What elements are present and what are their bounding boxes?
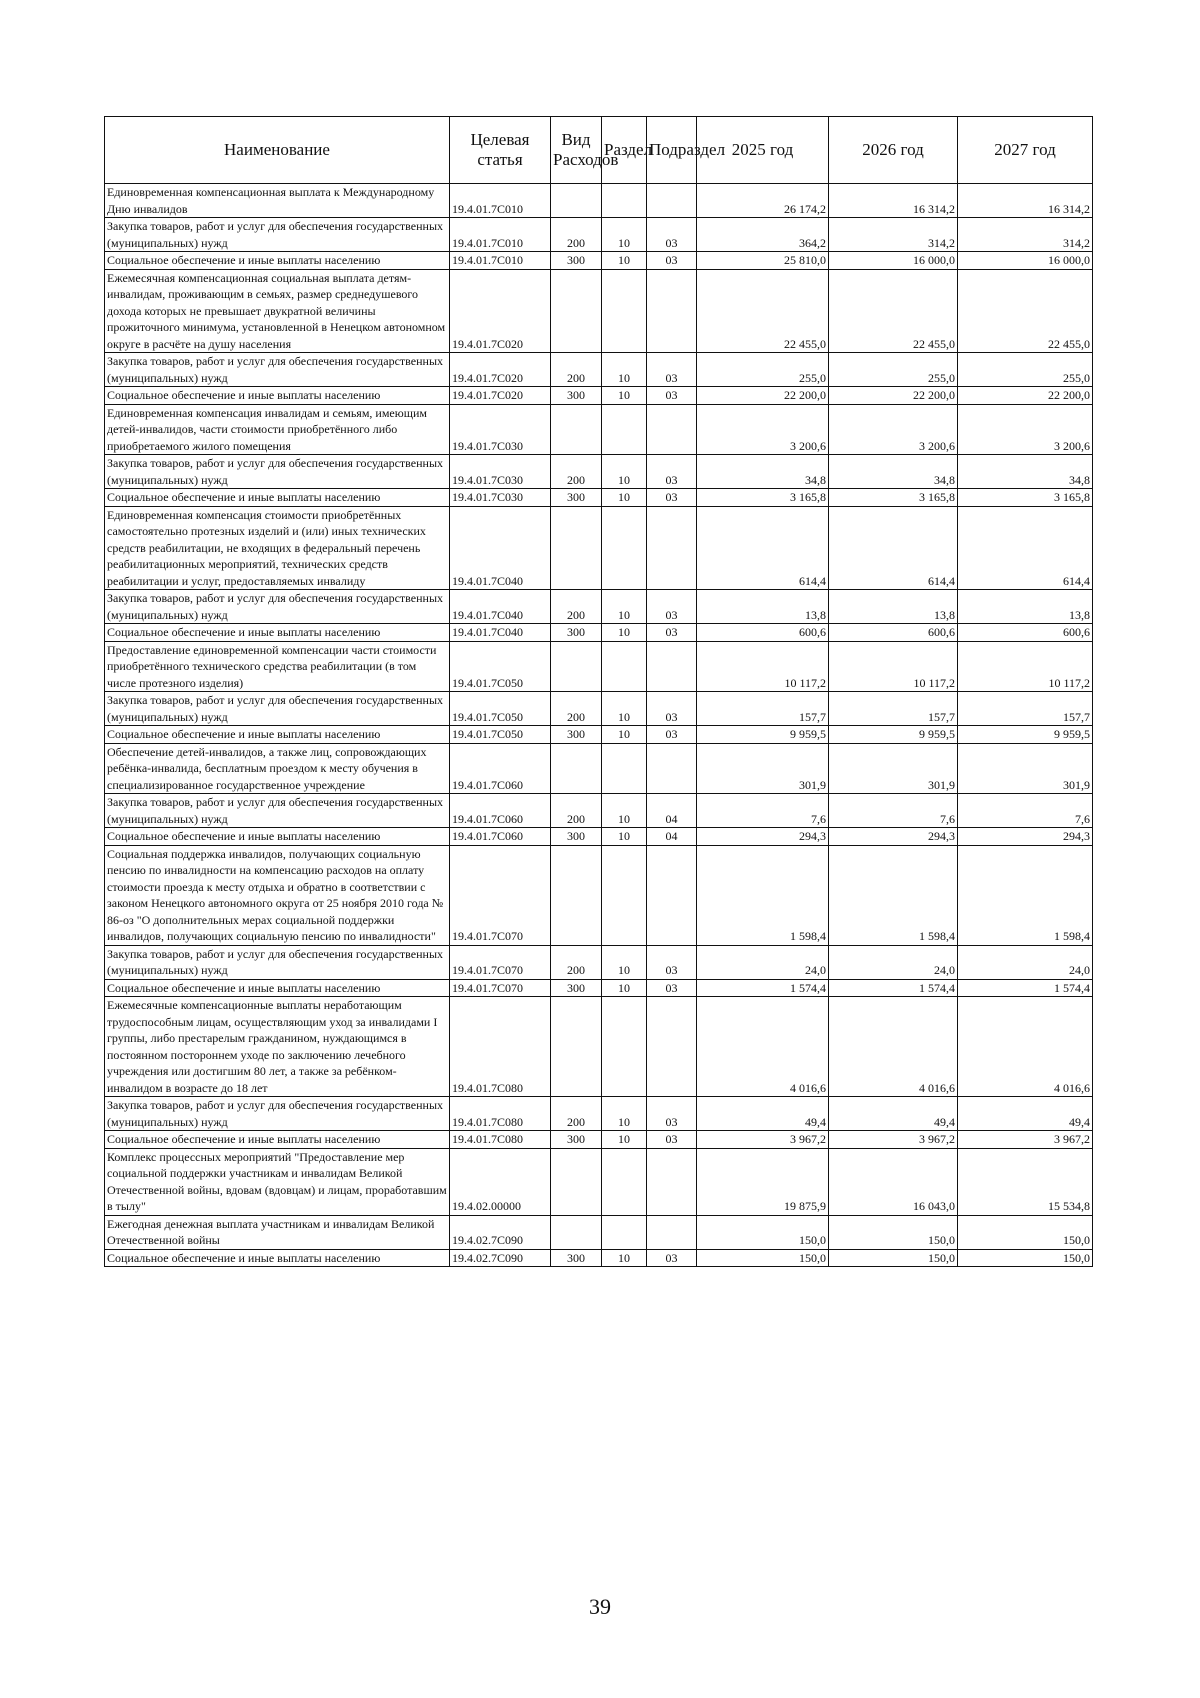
- cell-name: Закупка товаров, работ и услуг для обеспечения государственных (муниципальных) нужд: [105, 692, 450, 726]
- cell-2026: 13,8: [829, 590, 958, 624]
- cell-target: 19.4.01.7С010: [450, 252, 551, 270]
- cell-2025: 150,0: [697, 1249, 829, 1267]
- cell-name: Социальное обеспечение и иные выплаты населению: [105, 252, 450, 270]
- cell-target: 19.4.01.7С010: [450, 218, 551, 252]
- cell-2027: 15 534,8: [958, 1148, 1093, 1215]
- cell-expense-type: [551, 506, 602, 590]
- cell-subsection: 03: [647, 624, 697, 642]
- cell-subsection: 04: [647, 794, 697, 828]
- header-2025: 2025 год: [697, 117, 829, 184]
- header-2026: 2026 год: [829, 117, 958, 184]
- cell-subsection: 03: [647, 252, 697, 270]
- header-subsection: Подраздел: [647, 117, 697, 184]
- cell-name: Единовременная компенсация инвалидам и семьям, имеющим детей-инвалидов, части стоимости приобретённого либо приобретаемого жилого помещения: [105, 404, 450, 455]
- table-row: [105, 743, 1093, 794]
- cell-expense-type: 200: [551, 218, 602, 252]
- cell-2025: 26 174,2: [697, 184, 829, 218]
- cell-2025: 3 165,8: [697, 489, 829, 507]
- cell-name: Закупка товаров, работ и услуг для обеспечения государственных (муниципальных) нужд: [105, 455, 450, 489]
- cell-2025: 34,8: [697, 455, 829, 489]
- cell-2027: 314,2: [958, 218, 1093, 252]
- cell-expense-type: 200: [551, 353, 602, 387]
- cell-2027: 301,9: [958, 743, 1093, 794]
- cell-name: Ежемесячные компенсационные выплаты неработающим трудоспособным лицам, осуществляющим уход за инвалидами I группы, либо престарелым гражданином, нуждающимся в постоянном постороннем уходе по заключению лечебного учреждения или достигшим 80 лет, а также за ребёнком-инвалидом в возрасте до 18 лет: [105, 997, 450, 1097]
- cell-expense-type: [551, 743, 602, 794]
- cell-section: [602, 641, 647, 692]
- cell-section: 10: [602, 387, 647, 405]
- cell-2025: 49,4: [697, 1097, 829, 1131]
- header-expense-type: Вид Расходов: [551, 117, 602, 184]
- cell-2027: 294,3: [958, 828, 1093, 846]
- cell-target: 19.4.01.7С060: [450, 828, 551, 846]
- cell-2025: 364,2: [697, 218, 829, 252]
- table-row: [105, 590, 1093, 624]
- cell-expense-type: 300: [551, 979, 602, 997]
- cell-section: 10: [602, 218, 647, 252]
- cell-expense-type: 200: [551, 455, 602, 489]
- table-row: [105, 252, 1093, 270]
- cell-2027: 3 165,8: [958, 489, 1093, 507]
- cell-target: 19.4.01.7С030: [450, 404, 551, 455]
- cell-2027: 4 016,6: [958, 997, 1093, 1097]
- cell-name: Ежемесячная компенсационная социальная выплата детям-инвалидам, проживающим в семьях, размер среднедушевого дохода которых не превышает двукратной величины прожиточного минимума, установленной в Ненецком автономном округе в расчёте на душу населения: [105, 269, 450, 353]
- cell-target: 19.4.01.7С010: [450, 184, 551, 218]
- cell-subsection: [647, 404, 697, 455]
- cell-subsection: 03: [647, 692, 697, 726]
- cell-target: 19.4.01.7С070: [450, 945, 551, 979]
- table-body: [105, 184, 1093, 1267]
- cell-2025: 150,0: [697, 1215, 829, 1249]
- cell-subsection: [647, 997, 697, 1097]
- table-row: [105, 353, 1093, 387]
- cell-name: Закупка товаров, работ и услуг для обеспечения государственных (муниципальных) нужд: [105, 590, 450, 624]
- cell-subsection: [647, 269, 697, 353]
- cell-2025: 3 967,2: [697, 1131, 829, 1149]
- cell-target: 19.4.01.7С020: [450, 269, 551, 353]
- table-row: [105, 1131, 1093, 1149]
- cell-subsection: [647, 845, 697, 945]
- cell-target: 19.4.01.7С080: [450, 1131, 551, 1149]
- cell-target: 19.4.01.7С040: [450, 624, 551, 642]
- table-row: [105, 945, 1093, 979]
- cell-2026: 3 165,8: [829, 489, 958, 507]
- cell-section: 10: [602, 726, 647, 744]
- cell-expense-type: [551, 641, 602, 692]
- cell-expense-type: 300: [551, 252, 602, 270]
- cell-expense-type: [551, 404, 602, 455]
- cell-2025: 294,3: [697, 828, 829, 846]
- cell-2026: 16 314,2: [829, 184, 958, 218]
- header-section: Раздел: [602, 117, 647, 184]
- table-row: [105, 506, 1093, 590]
- cell-section: [602, 404, 647, 455]
- cell-2025: 7,6: [697, 794, 829, 828]
- cell-2025: 22 200,0: [697, 387, 829, 405]
- cell-subsection: 03: [647, 353, 697, 387]
- cell-2027: 150,0: [958, 1215, 1093, 1249]
- cell-target: 19.4.02.7С090: [450, 1215, 551, 1249]
- cell-name: Социальное обеспечение и иные выплаты населению: [105, 624, 450, 642]
- cell-2026: 150,0: [829, 1249, 958, 1267]
- cell-2026: 24,0: [829, 945, 958, 979]
- cell-2025: 614,4: [697, 506, 829, 590]
- cell-target: 19.4.02.7С090: [450, 1249, 551, 1267]
- cell-target: 19.4.01.7С030: [450, 455, 551, 489]
- cell-2027: 614,4: [958, 506, 1093, 590]
- cell-expense-type: 200: [551, 692, 602, 726]
- cell-section: [602, 845, 647, 945]
- cell-2025: 10 117,2: [697, 641, 829, 692]
- cell-name: Закупка товаров, работ и услуг для обеспечения государственных (муниципальных) нужд: [105, 1097, 450, 1131]
- cell-2025: 9 959,5: [697, 726, 829, 744]
- cell-2026: 7,6: [829, 794, 958, 828]
- cell-name: Социальное обеспечение и иные выплаты населению: [105, 1249, 450, 1267]
- cell-target: 19.4.01.7С040: [450, 590, 551, 624]
- cell-name: Закупка товаров, работ и услуг для обеспечения государственных (муниципальных) нужд: [105, 353, 450, 387]
- cell-target: 19.4.01.7С080: [450, 1097, 551, 1131]
- table-row: [105, 726, 1093, 744]
- cell-name: Единовременная компенсационная выплата к Международному Дню инвалидов: [105, 184, 450, 218]
- cell-section: 10: [602, 353, 647, 387]
- cell-subsection: 03: [647, 590, 697, 624]
- cell-section: 10: [602, 252, 647, 270]
- cell-2025: 22 455,0: [697, 269, 829, 353]
- cell-expense-type: 300: [551, 387, 602, 405]
- cell-target: 19.4.02.00000: [450, 1148, 551, 1215]
- cell-expense-type: 200: [551, 794, 602, 828]
- cell-2025: 13,8: [697, 590, 829, 624]
- cell-target: 19.4.01.7С030: [450, 489, 551, 507]
- cell-name: Обеспечение детей-инвалидов, а также лиц, сопровождающих ребёнка-инвалида, бесплатным проездом к месту обучения в специализированное государственное учреждение: [105, 743, 450, 794]
- cell-target: 19.4.01.7С050: [450, 641, 551, 692]
- cell-name: Социальное обеспечение и иные выплаты населению: [105, 387, 450, 405]
- cell-2027: 9 959,5: [958, 726, 1093, 744]
- cell-section: [602, 506, 647, 590]
- table-header-row: [105, 117, 1093, 184]
- cell-2027: 1 574,4: [958, 979, 1093, 997]
- cell-subsection: 03: [647, 979, 697, 997]
- cell-section: [602, 1215, 647, 1249]
- cell-section: [602, 743, 647, 794]
- cell-2025: 301,9: [697, 743, 829, 794]
- cell-expense-type: [551, 269, 602, 353]
- cell-name: Закупка товаров, работ и услуг для обеспечения государственных (муниципальных) нужд: [105, 794, 450, 828]
- cell-2025: 4 016,6: [697, 997, 829, 1097]
- cell-2027: 1 598,4: [958, 845, 1093, 945]
- cell-name: Социальная поддержка инвалидов, получающих социальную пенсию по инвалидности на компенсацию расходов на оплату стоимости проезда к месту отдыха и обратно в соответствии с законом Ненецкого автономного округа от 25 ноября 2010 года № 86-оз "О дополнительных мерах социальной поддержки инвалидов, получающих социальную пенсию по инвалидности": [105, 845, 450, 945]
- cell-expense-type: 200: [551, 945, 602, 979]
- cell-2026: 600,6: [829, 624, 958, 642]
- cell-expense-type: 300: [551, 1131, 602, 1149]
- cell-target: 19.4.01.7С050: [450, 692, 551, 726]
- cell-2026: 294,3: [829, 828, 958, 846]
- cell-subsection: 03: [647, 1249, 697, 1267]
- cell-2025: 1 574,4: [697, 979, 829, 997]
- cell-2026: 614,4: [829, 506, 958, 590]
- cell-expense-type: 200: [551, 1097, 602, 1131]
- cell-subsection: 03: [647, 455, 697, 489]
- cell-section: [602, 1148, 647, 1215]
- cell-2025: 157,7: [697, 692, 829, 726]
- cell-target: 19.4.01.7С070: [450, 979, 551, 997]
- cell-section: [602, 997, 647, 1097]
- cell-subsection: [647, 641, 697, 692]
- cell-2027: 255,0: [958, 353, 1093, 387]
- cell-2026: 3 200,6: [829, 404, 958, 455]
- cell-2026: 4 016,6: [829, 997, 958, 1097]
- cell-section: 10: [602, 455, 647, 489]
- cell-subsection: [647, 184, 697, 218]
- header-name: Наименование: [105, 117, 450, 184]
- cell-2027: 49,4: [958, 1097, 1093, 1131]
- cell-section: 10: [602, 692, 647, 726]
- cell-2026: 150,0: [829, 1215, 958, 1249]
- cell-2025: 24,0: [697, 945, 829, 979]
- cell-subsection: [647, 743, 697, 794]
- table-row: [105, 1215, 1093, 1249]
- cell-name: Социальное обеспечение и иные выплаты населению: [105, 726, 450, 744]
- cell-2025: 1 598,4: [697, 845, 829, 945]
- cell-section: [602, 184, 647, 218]
- cell-2027: 16 000,0: [958, 252, 1093, 270]
- cell-expense-type: [551, 184, 602, 218]
- table-row: [105, 387, 1093, 405]
- cell-2026: 1 598,4: [829, 845, 958, 945]
- cell-section: 10: [602, 590, 647, 624]
- cell-subsection: 03: [647, 945, 697, 979]
- cell-2026: 16 043,0: [829, 1148, 958, 1215]
- cell-target: 19.4.01.7С050: [450, 726, 551, 744]
- cell-section: 10: [602, 624, 647, 642]
- cell-target: 19.4.01.7С020: [450, 387, 551, 405]
- cell-2025: 600,6: [697, 624, 829, 642]
- cell-section: 10: [602, 489, 647, 507]
- cell-2025: 255,0: [697, 353, 829, 387]
- cell-name: Закупка товаров, работ и услуг для обеспечения государственных (муниципальных) нужд: [105, 945, 450, 979]
- cell-name: Социальное обеспечение и иные выплаты населению: [105, 828, 450, 846]
- cell-2025: 25 810,0: [697, 252, 829, 270]
- cell-2026: 157,7: [829, 692, 958, 726]
- cell-2026: 1 574,4: [829, 979, 958, 997]
- table-row: [105, 997, 1093, 1097]
- cell-2026: 314,2: [829, 218, 958, 252]
- cell-2027: 150,0: [958, 1249, 1093, 1267]
- cell-subsection: [647, 1215, 697, 1249]
- cell-subsection: [647, 1148, 697, 1215]
- cell-2027: 16 314,2: [958, 184, 1093, 218]
- cell-2026: 16 000,0: [829, 252, 958, 270]
- cell-section: 10: [602, 828, 647, 846]
- cell-2027: 600,6: [958, 624, 1093, 642]
- cell-2026: 3 967,2: [829, 1131, 958, 1149]
- table-row: [105, 845, 1093, 945]
- cell-section: 10: [602, 794, 647, 828]
- cell-2027: 22 455,0: [958, 269, 1093, 353]
- cell-2026: 10 117,2: [829, 641, 958, 692]
- cell-expense-type: [551, 845, 602, 945]
- table-row: [105, 269, 1093, 353]
- table-row: [105, 794, 1093, 828]
- cell-target: 19.4.01.7С060: [450, 743, 551, 794]
- cell-2027: 10 117,2: [958, 641, 1093, 692]
- cell-expense-type: 300: [551, 828, 602, 846]
- document-page: [104, 116, 1092, 1267]
- cell-subsection: 03: [647, 218, 697, 252]
- cell-expense-type: [551, 1215, 602, 1249]
- cell-subsection: 03: [647, 726, 697, 744]
- cell-expense-type: 300: [551, 624, 602, 642]
- cell-2026: 34,8: [829, 455, 958, 489]
- cell-subsection: 03: [647, 1131, 697, 1149]
- table-row: [105, 692, 1093, 726]
- cell-2027: 13,8: [958, 590, 1093, 624]
- table-row: [105, 1249, 1093, 1267]
- cell-name: Социальное обеспечение и иные выплаты населению: [105, 1131, 450, 1149]
- cell-name: Предоставление единовременной компенсации части стоимости приобретённого технического средства реабилитации (в том числе протезного изделия): [105, 641, 450, 692]
- cell-section: 10: [602, 945, 647, 979]
- cell-2026: 22 455,0: [829, 269, 958, 353]
- table-row: [105, 1097, 1093, 1131]
- header-2027: 2027 год: [958, 117, 1093, 184]
- budget-table: [104, 116, 1093, 1267]
- cell-section: 10: [602, 979, 647, 997]
- cell-target: 19.4.01.7С070: [450, 845, 551, 945]
- cell-2027: 22 200,0: [958, 387, 1093, 405]
- cell-expense-type: 300: [551, 726, 602, 744]
- table-row: [105, 455, 1093, 489]
- cell-2027: 3 967,2: [958, 1131, 1093, 1149]
- table-row: [105, 404, 1093, 455]
- cell-name: Ежегодная денежная выплата участникам и инвалидам Великой Отечественной войны: [105, 1215, 450, 1249]
- cell-name: Социальное обеспечение и иные выплаты населению: [105, 979, 450, 997]
- cell-section: [602, 269, 647, 353]
- cell-expense-type: 300: [551, 1249, 602, 1267]
- table-row: [105, 1148, 1093, 1215]
- cell-2026: 255,0: [829, 353, 958, 387]
- cell-target: 19.4.01.7С080: [450, 997, 551, 1097]
- cell-subsection: 03: [647, 489, 697, 507]
- cell-name: Единовременная компенсация стоимости приобретённых самостоятельно протезных изделий и (или) иных технических средств реабилитации, не входящих в федеральный перечень реабилитационных мероприятий, технических средств реабилитации и услуг, предоставляемых инвалиду: [105, 506, 450, 590]
- table-row: [105, 218, 1093, 252]
- cell-2027: 157,7: [958, 692, 1093, 726]
- cell-subsection: 04: [647, 828, 697, 846]
- cell-2027: 7,6: [958, 794, 1093, 828]
- cell-subsection: 03: [647, 387, 697, 405]
- header-target: Целевая статья: [450, 117, 551, 184]
- table-row: [105, 489, 1093, 507]
- cell-expense-type: 300: [551, 489, 602, 507]
- cell-name: Социальное обеспечение и иные выплаты населению: [105, 489, 450, 507]
- table-row: [105, 979, 1093, 997]
- table-row: [105, 828, 1093, 846]
- cell-target: 19.4.01.7С040: [450, 506, 551, 590]
- cell-expense-type: [551, 997, 602, 1097]
- cell-2026: 301,9: [829, 743, 958, 794]
- cell-expense-type: 200: [551, 590, 602, 624]
- table-row: [105, 641, 1093, 692]
- cell-2025: 3 200,6: [697, 404, 829, 455]
- cell-name: Комплекс процессных мероприятий "Предоставление мер социальной поддержки участникам и инвалидам Великой Отечественной войны, вдовам (вдовцам) и лицам, проработавшим в тылу": [105, 1148, 450, 1215]
- cell-section: 10: [602, 1097, 647, 1131]
- cell-section: 10: [602, 1249, 647, 1267]
- cell-2026: 22 200,0: [829, 387, 958, 405]
- cell-name: Закупка товаров, работ и услуг для обеспечения государственных (муниципальных) нужд: [105, 218, 450, 252]
- cell-2027: 3 200,6: [958, 404, 1093, 455]
- cell-2026: 49,4: [829, 1097, 958, 1131]
- cell-expense-type: [551, 1148, 602, 1215]
- table-row: [105, 624, 1093, 642]
- cell-subsection: 03: [647, 1097, 697, 1131]
- cell-subsection: [647, 506, 697, 590]
- cell-2027: 34,8: [958, 455, 1093, 489]
- page-number: 39: [589, 1594, 611, 1619]
- table-row: [105, 184, 1093, 218]
- cell-2026: 9 959,5: [829, 726, 958, 744]
- cell-section: 10: [602, 1131, 647, 1149]
- cell-2027: 24,0: [958, 945, 1093, 979]
- cell-target: 19.4.01.7С020: [450, 353, 551, 387]
- cell-2025: 19 875,9: [697, 1148, 829, 1215]
- cell-target: 19.4.01.7С060: [450, 794, 551, 828]
